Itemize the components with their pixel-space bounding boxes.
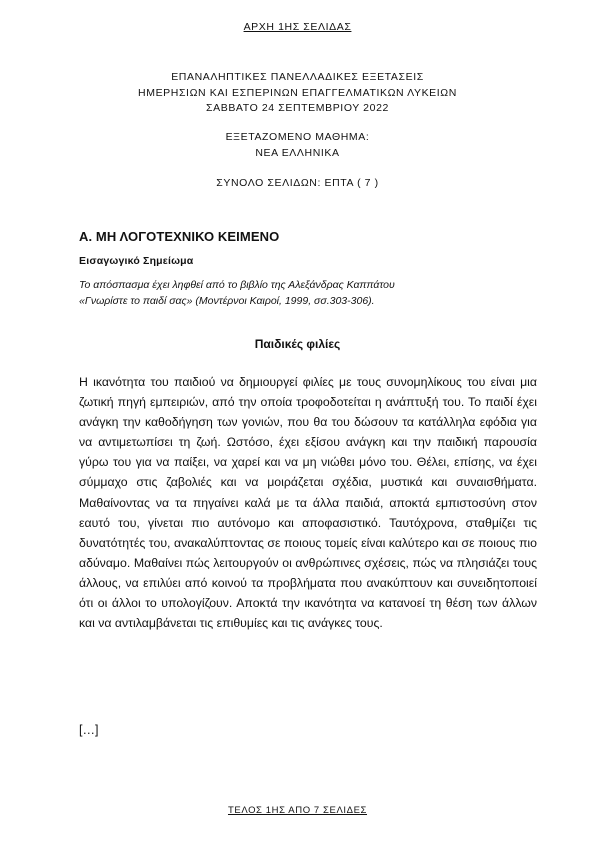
exam-title-line: ΕΠΑΝΑΛΗΠΤΙΚΕΣ ΠΑΝΕΛΛΑΔΙΚΕΣ ΕΞΕΤΑΣΕΙΣ xyxy=(171,71,424,83)
intro-note-text xyxy=(79,277,539,309)
exam-date-line: ΣΑΒΒΑΤΟ 24 ΣΕΠΤΕΜΒΡΙΟΥ 2022 xyxy=(206,102,389,114)
text-title: Παιδικές φιλίες xyxy=(254,337,341,351)
intro-note-line: Το απόσπασμα έχει ληφθεί από το βιβλίο της Αλεξάνδρας Καππάτου xyxy=(79,279,395,291)
intro-note-label: Εισαγωγικό Σημείωμα xyxy=(79,255,194,267)
page-start-header: ΑΡΧΗ 1ΗΣ ΣΕΛΙΔΑΣ xyxy=(243,21,352,33)
exam-schools-line: ΗΜΕΡΗΣΙΩΝ ΚΑΙ ΕΣΠΕΡΙΝΩΝ ΕΠΑΓΓΕΛΜΑΤΙΚΩΝ ΛΥΚΕΙΩΝ xyxy=(138,86,457,99)
subject-label: ΕΞΕΤΑΖΟΜΕΝΟ ΜΑΘΗΜΑ: xyxy=(225,131,370,143)
page-end-footer: ΤΕΛΟΣ 1ΗΣ ΑΠΟ 7 ΣΕΛΙΔΕΣ xyxy=(227,805,368,816)
subject-block xyxy=(0,130,595,161)
total-pages-line: ΣΥΝΟΛΟ ΣΕΛΙΔΩΝ: ΕΠΤΑ ( 7 ) xyxy=(216,177,379,189)
subject-name: ΝΕΑ ΕΛΛΗΝΙΚΑ xyxy=(255,146,340,159)
intro-note-line: «Γνωρίστε το παιδί σας» (Μοντέρνοι Καιροί, 1999, σσ.303-306). xyxy=(79,295,375,307)
section-title: Α. ΜΗ ΛΟΓΟΤΕΧΝΙΚΟ ΚΕΙΜΕΝΟ xyxy=(79,229,280,244)
omission-mark: […] xyxy=(79,723,99,737)
exam-info-block xyxy=(0,70,595,117)
body-paragraph: Η ικανότητα του παιδιού να δημιουργεί φιλίες με τους συνομηλίκους του είναι μια ζωτική πηγή εμπειριών, από την οποία τροφοδοτείται η ανάπτυξή του. Το παιδί έχει ανάγκη την καθοδήγηση των γονιών, που θα του δώσουν τα κατάλληλα εφόδια για να αντιμετωπίσει τη ζωή. Ωστόσο, έχει εξίσου ανάγκη και την παιδική παρουσία γύρω του για να παίξει, να χαρεί και να μη νιώθει μόνο του. Θέλει, επίσης, να έχει σύμμαχο στις ζαβολιές και να μοιράζεται σχέδια, μυστικά και συναισθήματα. Μαθαίνοντας να τα πηγαίνει καλά με τα άλλα παιδιά, αποκτά εμπιστοσύνη στον εαυτό του, γίνεται πιο αυτόνομο και αποφασιστικό. Ταυτόχρονα, σταθμίζει τις δυνατότητές του, ανακαλύπτοντας σε ποιους τομείς είναι καλύτερο και σε ποιους πιο αδύναμο. Μαθαίνει πώς λειτουργούν οι ανθρώπινες σχέσεις, πώς να πλησιάζει τους άλλους, να επιλύει από κοινού τα προβλήματα που ανακύπτουν και συνειδητοποιεί ότι οι άλλοι το υπολογίζουν. Αποκτά την ικανότητα να κατανοεί τη θέση των άλλων και να αντιλαμβάνεται τις επιθυμίες και τις ανάγκες τους. xyxy=(79,375,537,631)
